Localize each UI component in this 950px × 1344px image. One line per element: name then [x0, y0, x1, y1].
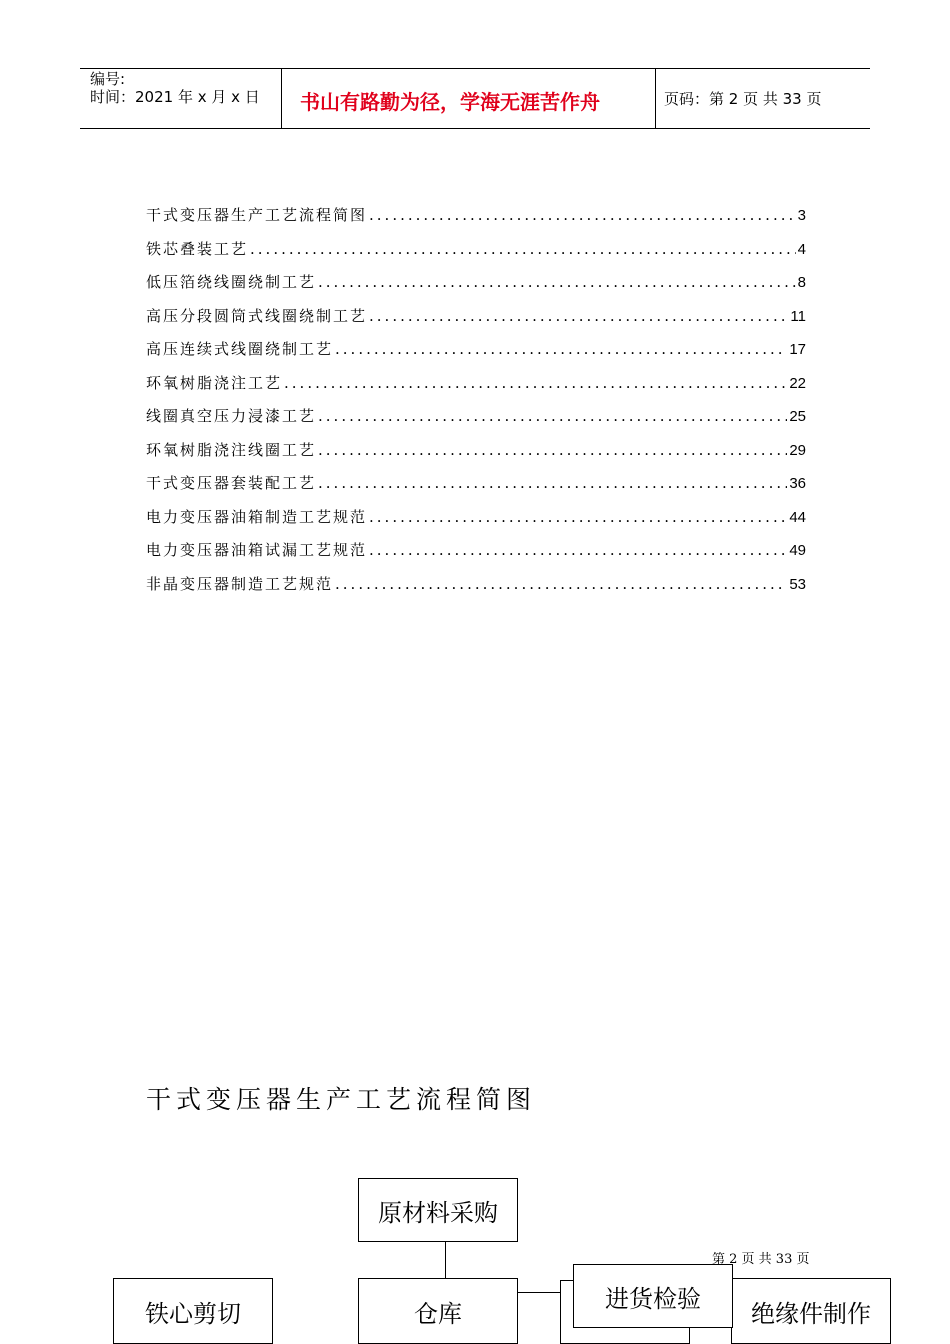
- toc-entry-title: 高压连续式线圈绕制工艺: [146, 340, 334, 358]
- flow-box-incoming-inspection: 进货检验: [573, 1264, 733, 1328]
- header-motto: 书山有路勤为径，学海无涯苦作舟: [300, 90, 600, 114]
- toc-entry[interactable]: [146, 204, 806, 238]
- toc-entry[interactable]: [146, 271, 806, 305]
- header-divider-right: [655, 68, 656, 129]
- toc-entry-page: 49: [789, 542, 806, 559]
- toc-entry-title: 电力变压器油箱试漏工艺规范: [146, 541, 368, 559]
- table-of-contents: [146, 204, 806, 606]
- toc-entry-page: 11: [790, 307, 806, 325]
- footer-page-number: 第 2 页 共 33 页: [712, 1252, 810, 1267]
- toc-entry-title: 电力变压器油箱制造工艺规范: [146, 507, 368, 526]
- toc-leader-dots: [369, 307, 788, 325]
- toc-leader-dots: [318, 474, 787, 492]
- toc-entry-title: 干式变压器套装配工艺: [146, 474, 317, 492]
- toc-entry-title: 环氧树脂浇注工艺: [146, 373, 283, 392]
- toc-entry[interactable]: [146, 472, 806, 506]
- toc-entry-page: 25: [789, 408, 806, 425]
- header-page-number: 页码：第 2 页 共 33 页: [664, 90, 822, 108]
- toc-leader-dots: [369, 206, 796, 224]
- header-divider-left: [281, 68, 282, 129]
- toc-entry[interactable]: [146, 305, 806, 339]
- toc-leader-dots: [369, 541, 787, 559]
- toc-entry-page: 29: [789, 441, 806, 459]
- header-date: 时间：2021 年 x 月 x 日: [90, 88, 260, 106]
- toc-entry-page: 3: [797, 207, 806, 224]
- flow-box-raw-material: 原材料采购: [358, 1178, 518, 1242]
- header-serial-label: 编号:: [90, 70, 126, 88]
- toc-entry-title: 干式变压器生产工艺流程简图: [146, 206, 368, 224]
- toc-entry-page: 53: [789, 575, 806, 593]
- toc-entry-page: 17: [789, 341, 806, 358]
- flow-box-insulation: 绝缘件制作: [731, 1278, 891, 1344]
- section-title: 干式变压器生产工艺流程简图: [146, 1085, 537, 1114]
- connector-raw-to-warehouse: [445, 1242, 446, 1280]
- toc-leader-dots: [318, 407, 787, 425]
- toc-entry[interactable]: [146, 573, 806, 607]
- toc-entry[interactable]: [146, 338, 806, 372]
- toc-leader-dots: [335, 575, 787, 593]
- toc-entry[interactable]: [146, 539, 806, 573]
- toc-entry-title: 低压箔绕线圈绕制工艺: [146, 273, 317, 291]
- toc-entry[interactable]: [146, 405, 806, 439]
- toc-leader-dots: [335, 340, 787, 358]
- toc-entry-title: 铁芯叠装工艺: [146, 239, 249, 258]
- toc-entry-page: 22: [789, 374, 806, 392]
- toc-entry-title: 线圈真空压力浸漆工艺: [146, 407, 317, 425]
- toc-entry-title: 高压分段圆筒式线圈绕制工艺: [146, 306, 368, 325]
- toc-entry-title: 非晶变压器制造工艺规范: [146, 574, 334, 593]
- toc-entry-page: 8: [797, 274, 806, 291]
- flow-box-core-cutting: 铁心剪切: [113, 1278, 273, 1344]
- toc-entry-title: 环氧树脂浇注线圈工艺: [146, 440, 317, 459]
- toc-leader-dots: [318, 273, 796, 291]
- toc-entry[interactable]: [146, 238, 806, 272]
- toc-entry[interactable]: [146, 506, 806, 540]
- header-bottom-rule: [80, 128, 870, 129]
- toc-entry[interactable]: [146, 372, 806, 406]
- toc-entry-page: 4: [797, 240, 806, 258]
- toc-entry-page: 44: [789, 508, 806, 526]
- toc-entry[interactable]: [146, 439, 806, 473]
- toc-leader-dots: [250, 240, 796, 258]
- connector-warehouse-right: [518, 1292, 560, 1293]
- toc-leader-dots: [284, 374, 787, 392]
- flow-box-warehouse: 仓库: [358, 1278, 518, 1344]
- toc-entry-page: 36: [789, 475, 806, 492]
- header-top-rule: [80, 68, 870, 69]
- toc-leader-dots: [369, 508, 787, 526]
- toc-leader-dots: [318, 441, 787, 459]
